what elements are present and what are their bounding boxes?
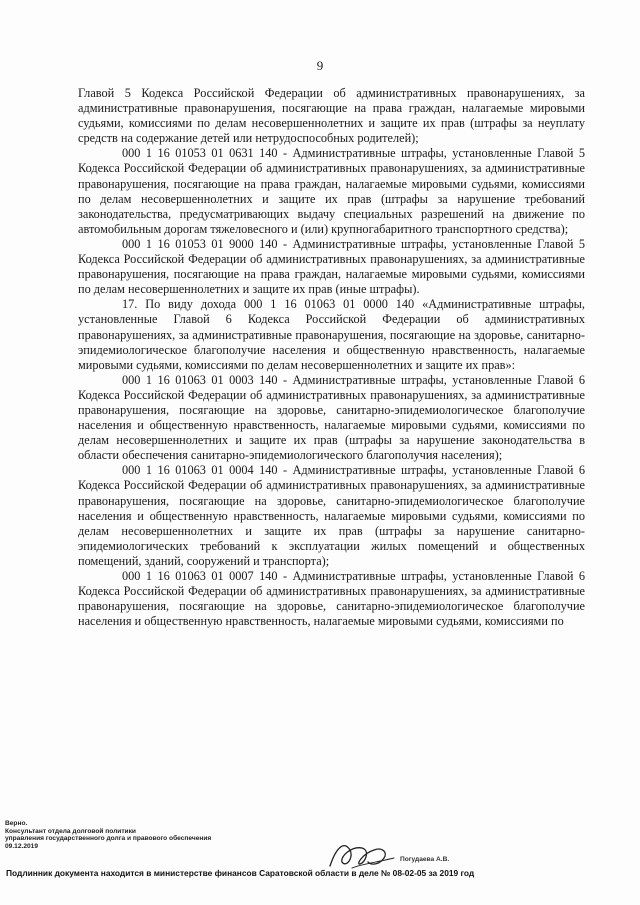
paragraph-4: 17. По виду дохода 000 1 16 01063 01 0000 140 «Административные штрафы, установленные Главой 6 Кодекса Российской Федерации об административных правонарушениях, за административные правонарушения, посягающие на здоровье, санитарно-эпидемиологическое благополучие населения и общественную нравственность, налагаемые мировыми судьями, комиссиями по делам несовершеннолетних и защите их прав»: <box>78 297 585 372</box>
paragraph-6: 000 1 16 01063 01 0004 140 - Административные штрафы, установленные Главой 6 Кодекса Российской Федерации об административных правонарушениях, за административные правонарушения, посягающие на здоровье, санитарно-эпидемиологическое благополучие населения и общественную нравственность, налагаемые мировыми судьями, комиссиями по делам несовершеннолетних и защите их прав (штрафы за нарушение санитарно-эпидемиологических требований к эксплуатации жилых помещений и общественных помещений, зданий, сооружений и транспорта); <box>78 463 585 568</box>
certification-line: Верно. <box>5 820 28 827</box>
document-body <box>78 86 585 629</box>
original-location-note: Подлинник документа находится в министерстве финансов Саратовской области в деле № 08-02-05 за 2019 год <box>6 868 475 878</box>
certification-date: 09.12.2019 <box>5 842 39 850</box>
paragraph-1: Главой 5 Кодекса Российской Федерации об административных правонарушениях, за административные правонарушения, посягающие на права граждан, налагаемые мировыми судьями, комиссиями по делам несовершеннолетних и защите их прав (штрафы за неуплату средств на содержание детей или нетрудоспособных родителей); <box>78 86 585 146</box>
certification-block <box>5 820 211 850</box>
paragraph-5: 000 1 16 01063 01 0003 140 - Административные штрафы, установленные Главой 6 Кодекса Российской Федерации об административных правонарушениях, за административные правонарушения, посягающие на здоровье, санитарно-эпидемиологическое благополучие населения и общественную нравственность, налагаемые мировыми судьями, комиссиями по делам несовершеннолетних и защите их прав (штрафы за нарушение законодательства в области обеспечения санитарно-эпидемиологического благополучия населения); <box>78 372 585 463</box>
certification-line: Консультант отдела долговой политики <box>5 827 136 835</box>
paragraph-2: 000 1 16 01053 01 0631 140 - Административные штрафы, установленные Главой 5 Кодекса Российской Федерации об административных правонарушениях, за административные правонарушения, посягающие на права граждан, налагаемые мировыми судьями, комиссиями по делам несовершеннолетних и защите их прав (штрафы за нарушение требований законодательства, предусматривающих выдачу специальных разрешений на движение по автомобильным дорогам тяжеловесного и (или) крупногабаритного транспортного средства); <box>78 146 585 236</box>
certification-line: управления государственного долга и правового обеспечения <box>5 835 212 843</box>
paragraph-3: 000 1 16 01053 01 9000 140 - Административные штрафы, установленные Главой 5 Кодекса Российской Федерации об административных правонарушениях, за административные правонарушения, посягающие на права граждан, налагаемые мировыми судьями, комиссиями по делам несовершеннолетних и защите их прав (иные штрафы). <box>78 236 585 297</box>
page-number: 9 <box>316 58 324 73</box>
signer-name: Погудаева А.В. <box>400 856 450 863</box>
paragraph-7: 000 1 16 01063 01 0007 140 - Административные штрафы, установленные Главой 6 Кодекса Российской Федерации об административных правонарушениях, за административные правонарушения, посягающие на здоровье, санитарно-эпидемиологическое благополучие населения и общественную нравственность, налагаемые мировыми судьями, комиссиями по <box>78 569 585 629</box>
